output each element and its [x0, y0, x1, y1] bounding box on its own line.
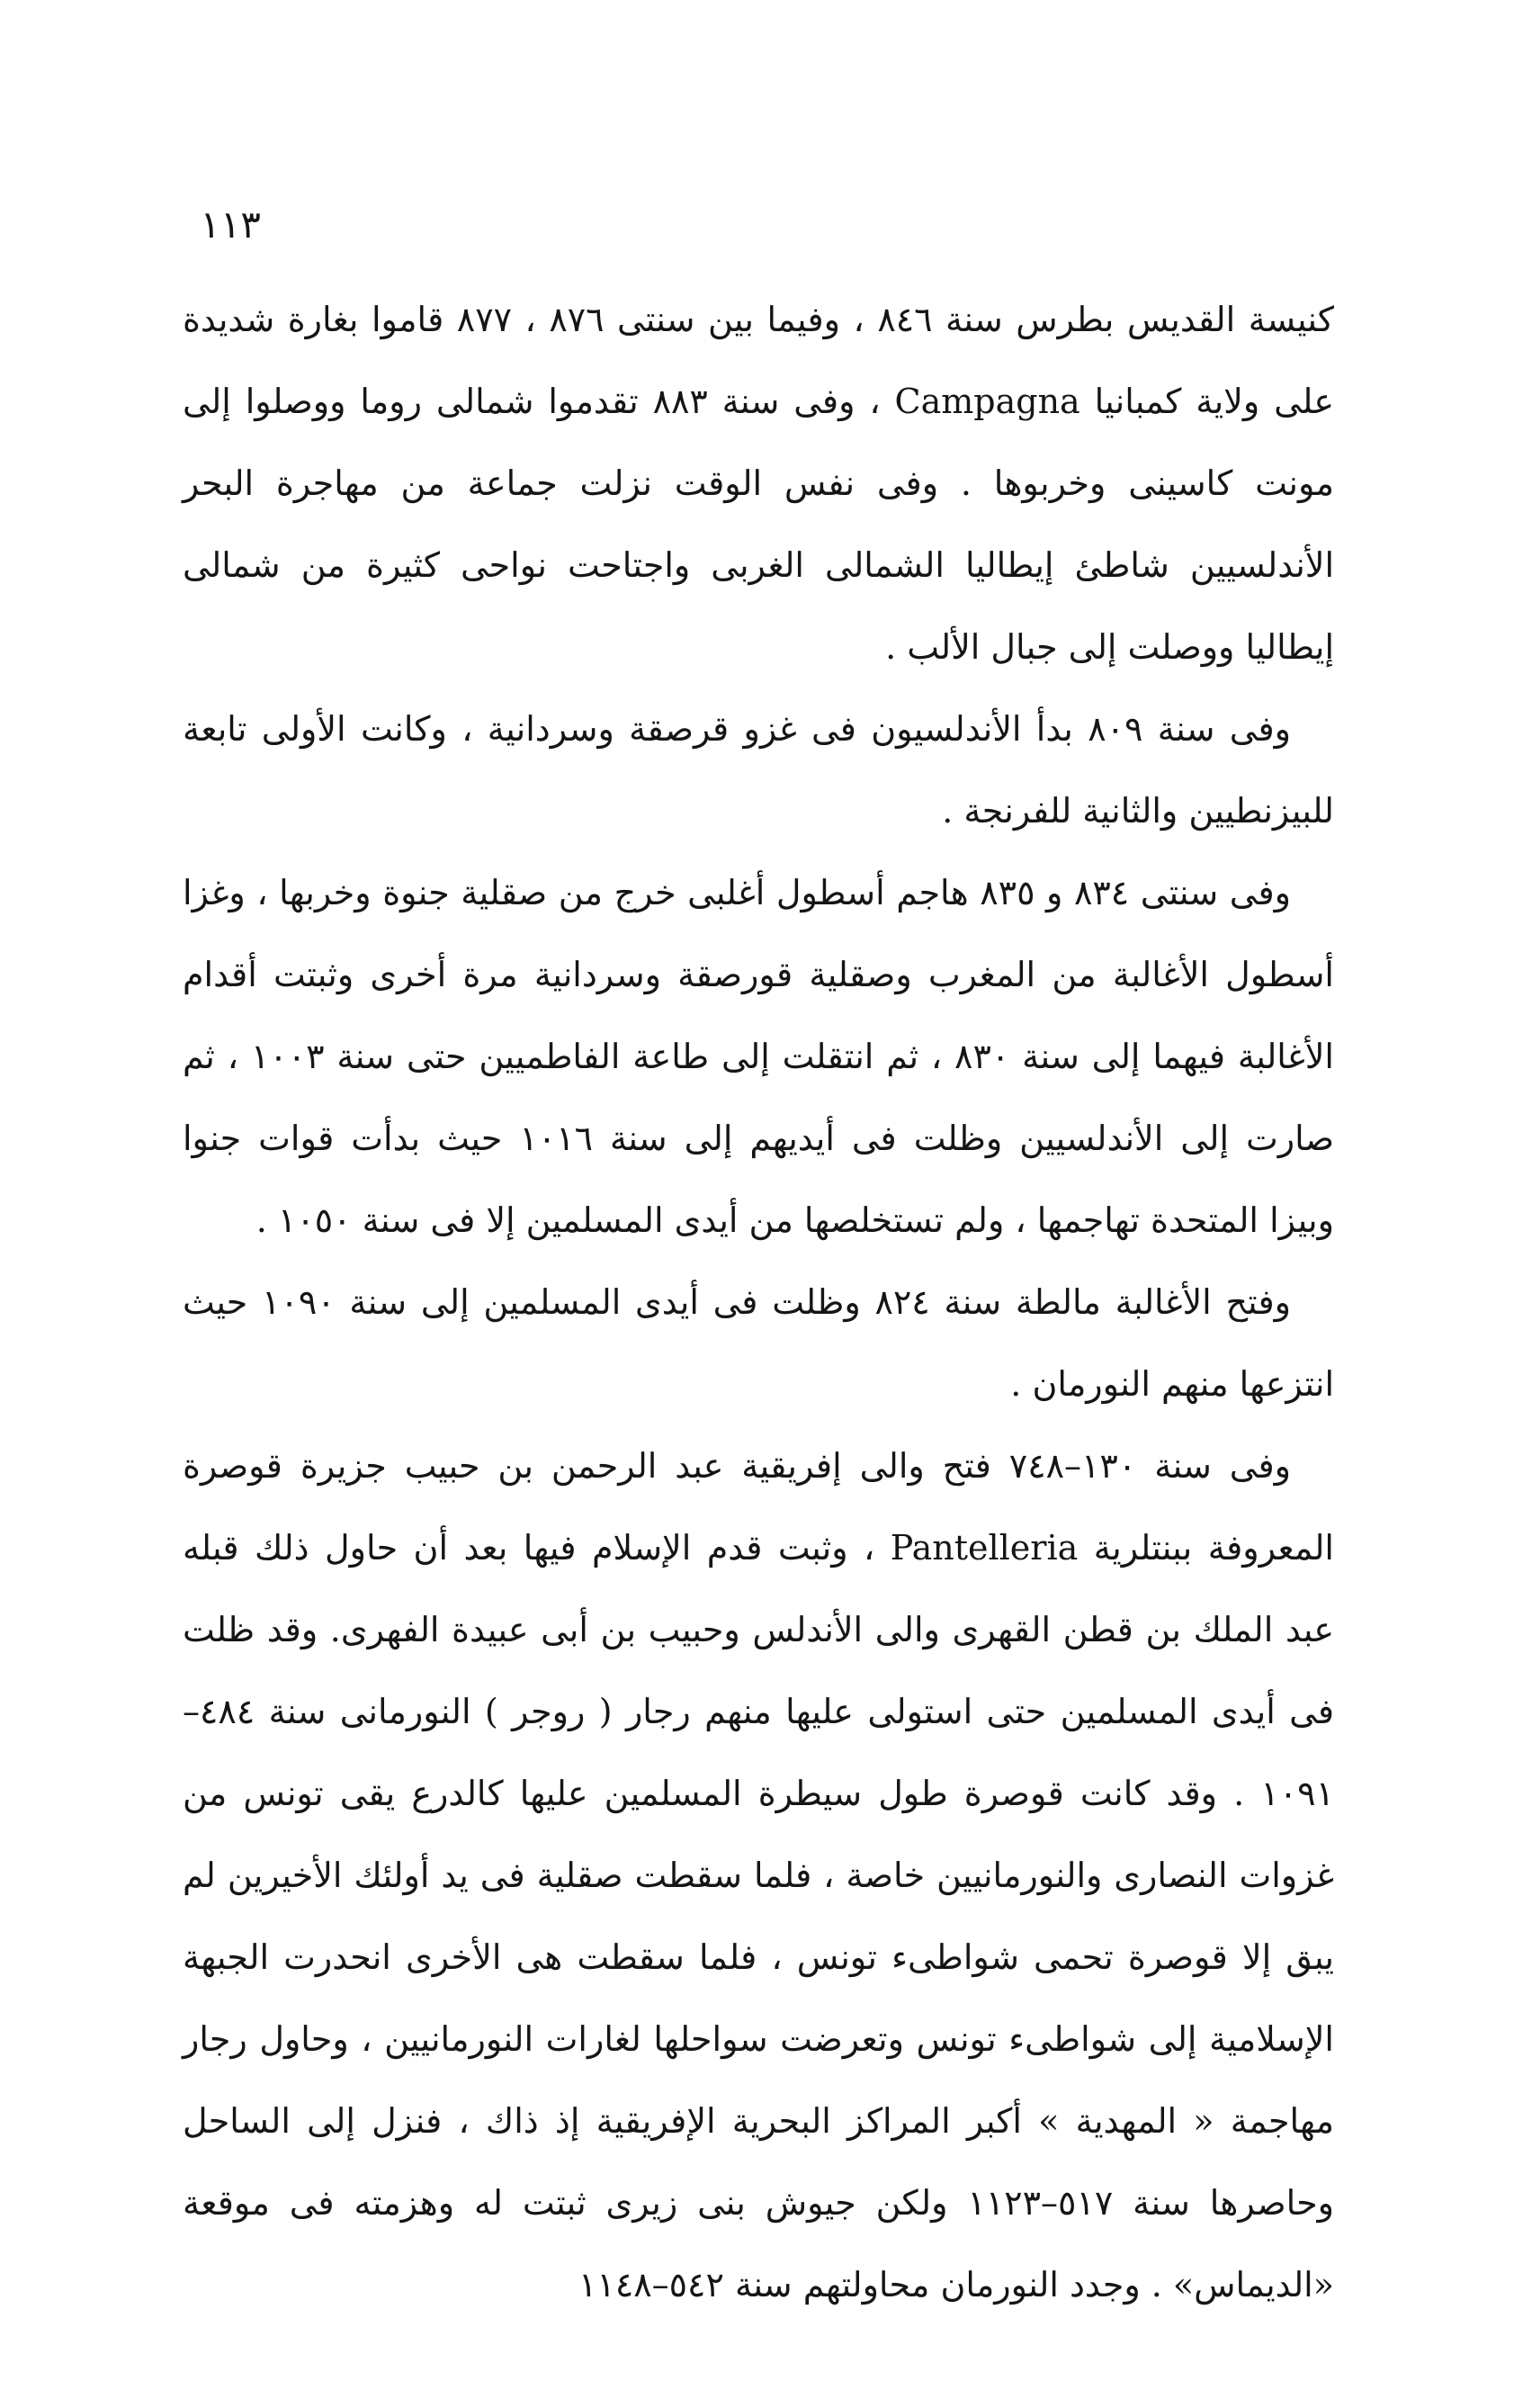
paragraph-3: وفى سنتى ٨٣٤ و ٨٣٥ هاجم أسطول أغلبى خرج من صقلية جنوة وخربها ، وغزا أسطول الأغالبة من المغرب وصقلية قورصقة وسردانية مرة أخرى وثبتت أقدام الأغالبة فيهما إلى سنة ٨٣٠ ، ثم انتقلت إلى طاعة الفاطميين حتى سنة ١٠٠٣ ، ثم صارت إلى الأندلسيين وظلت فى أيديهم إلى سنة ١٠١٦ حيث بدأت قوات جنوا وبيزا المتحدة تهاجمها ، ولم تستخلصها من أيدى المسلمين إلا فى سنة ١٠٥٠ .	[183, 873, 1335, 1240]
paragraph-2: وفى سنة ٨٠٩ بدأ الأندلسيون فى غزو قرصقة وسردانية ، وكانت الأولى تابعة للبيزنطيين والثانية للفرنجة .	[183, 709, 1334, 831]
paragraph-4: وفتح الأغالبة مالطة سنة ٨٢٤ وظلت فى أيدى المسلمين إلى سنة ١٠٩٠ حيث انتزعها منهم النورمان .	[183, 1282, 1334, 1404]
page-number: ١١٣	[200, 202, 261, 247]
paragraph-5: وفى سنة ١٣٠–٧٤٨ فتح والى إفريقية عبد الرحمن بن حبيب جزيرة قوصرة المعروفة ببنتلرية Pantelleria ، وثبت قدم الإسلام فيها بعد أن حاول ذلك قبله عبد الملك بن قطن القهرى والى الأندلس وحبيب بن أبى عبيدة الفهرى. وقد ظلت فى أيدى المسلمين حتى استولى عليها منهم رجار ( روجر ) النورمانى سنة ٤٨٤–١٠٩١ . وقد كانت قوصرة طول سيطرة المسلمين عليها كالدرع يقى تونس من غزوات النصارى والنورمانيين خاصة ، فلما سقطت صقلية فى يد أولئك الأخيرين لم يبق إلا قوصرة تحمى شواطىء تونس ، فلما سقطت هى الأخرى انحدرت الجبهة الإسلامية إلى شواطىء تونس وتعرضت سواحلها لغارات النورمانيين ، وحاول رجار مهاجمة « المهدية » أكبر المراكز البحرية الإفريقية إذ ذاك ، فنزل إلى الساحل وحاصرها سنة ٥١٧–١١٢٣ ولكن جيوش بنى زيرى ثبتت له وهزمته فى موقعة «الديماس» . وجدد النورمان محاولتهم سنة ٥٤٢–١١٤٨	[183, 1446, 1334, 2305]
paragraph-1: كنيسة القديس بطرس سنة ٨٤٦ ، وفيما بين سنتى ٨٧٦ ، ٨٧٧ قاموا بغارة شديدة على ولاية كمبانيا Campagna ، وفى سنة ٨٨٣ تقدموا شمالى روما ووصلوا إلى مونت كاسينى وخربوها . وفى نفس الوقت نزلت جماعة من مهاجرة البحر الأندلسيين شاطئ إيطاليا الشمالى الغربى واجتاحت نواحى كثيرة من شمالى إيطاليا ووصلت إلى جبال الألب .	[183, 300, 1334, 667]
body-text	[183, 279, 1335, 2305]
